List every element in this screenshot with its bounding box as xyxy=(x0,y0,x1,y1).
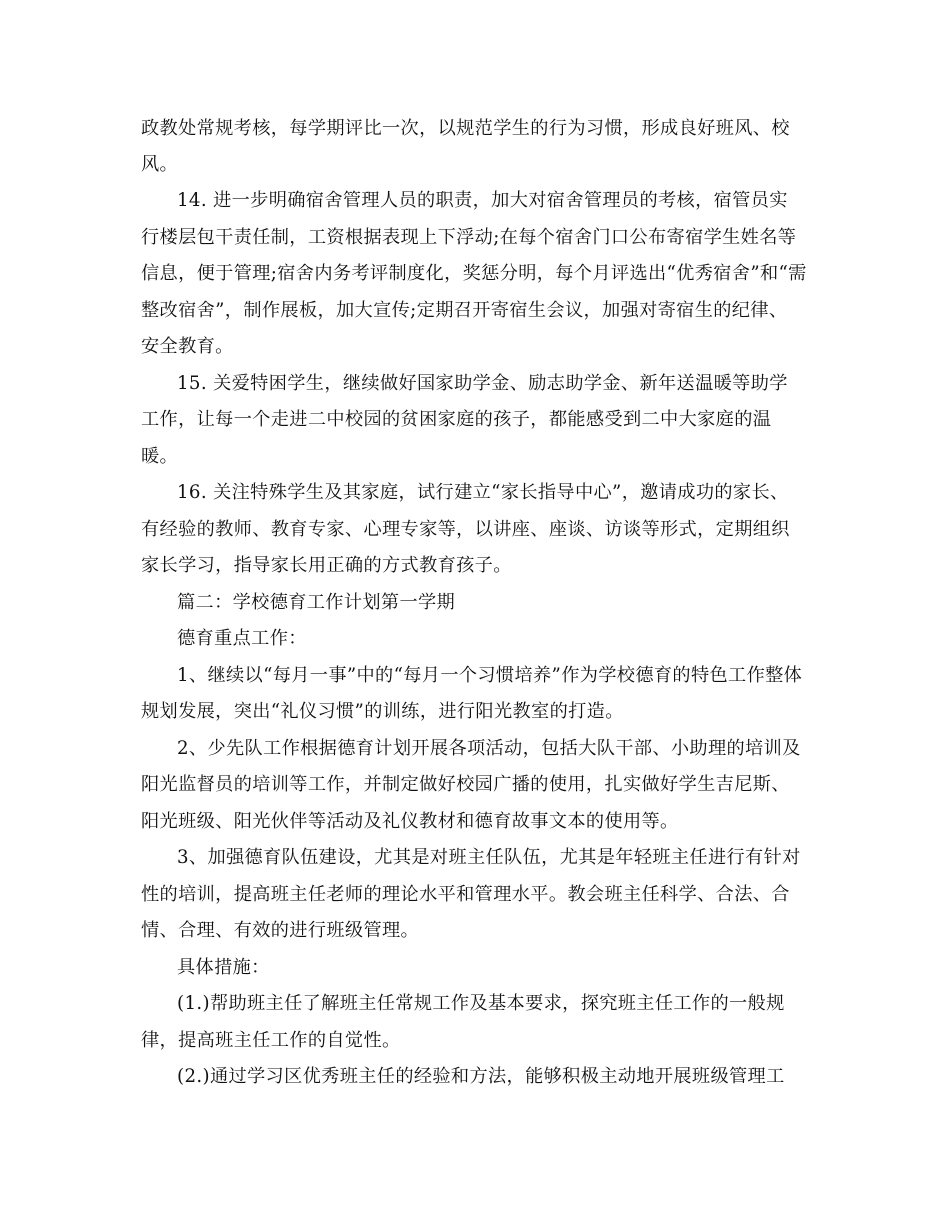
item-3-line: 3、加强德育队伍建设，尤其是对班主任队伍，尤其是年轻班主任进行有针对 xyxy=(177,847,801,868)
text-line: 情、合理、有效的进行班级管理。 xyxy=(141,920,420,941)
text-line: 律，提高班主任工作的自觉性。 xyxy=(141,1030,401,1051)
text-line: 信息，便于管理;宿舍内务考评制度化，奖惩分明，每个月评选出“优秀宿舍”和“需 xyxy=(141,263,807,284)
subheading: 具体措施： xyxy=(177,957,270,978)
text-line: 工作，让每一个走进二中校园的贫困家庭的孩子，都能感受到二中大家庭的温 xyxy=(141,409,772,430)
item-2-line: 2、少先队工作根据德育计划开展各项活动，包括大队干部、小助理的培训及 xyxy=(177,738,801,759)
measure-2-line: (2.)通过学习区优秀班主任的经验和方法，能够积极主动地开展班级管理工 xyxy=(177,1066,785,1087)
text-line: 政教处常规考核，每学期评比一次，以规范学生的行为习惯，形成良好班风、校 xyxy=(141,118,790,139)
text-line: 阳光班级、阳光伙伴等活动及礼仪教材和德育故事文本的使用等。 xyxy=(141,811,679,832)
item-1-line: 1、继续以“每月一事”中的“每月一个习惯培养”作为学校德育的特色工作整体 xyxy=(177,665,803,686)
paragraph-15-line: 15. 关爱特困学生，继续做好国家助学金、励志助学金、新年送温暖等助学 xyxy=(177,373,788,394)
subheading: 德育重点工作： xyxy=(177,628,307,649)
text-line: 暖。 xyxy=(141,446,179,467)
text-line: 风。 xyxy=(141,154,179,175)
text-line: 阳光监督员的培训等工作，并制定做好校园广播的使用，扎实做好学生吉尼斯、 xyxy=(141,774,790,795)
text-line: 性的培训，提高班主任老师的理论水平和管理水平。教会班主任科学、合法、合 xyxy=(141,884,790,905)
paragraph-16-line: 16. 关注特殊学生及其家庭，试行建立“家长指导中心”，邀请成功的家长、 xyxy=(177,482,789,503)
text-line: 行楼层包干责任制，工资根据表现上下浮动;在每个宿舍门口公布寄宿学生姓名等 xyxy=(141,227,797,248)
text-line: 有经验的教师、教育专家、心理专家等，以讲座、座谈、访谈等形式，定期组织 xyxy=(141,519,790,540)
measure-1-line: (1.)帮助班主任了解班主任常规工作及基本要求，探究班主任工作的一般规 xyxy=(177,993,785,1014)
text-line: 规划发展，突出“礼仪习惯”的训练，进行阳光教室的打造。 xyxy=(141,701,624,722)
paragraph-14-line: 14. 进一步明确宿舍管理人员的职责，加大对宿舍管理员的考核，宿管员实 xyxy=(177,190,788,211)
text-line: 整改宿舍”，制作展板，加大宣传;定期召开寄宿生会议，加强对寄宿生的纪律、 xyxy=(141,300,788,321)
section-heading: 篇二：学校德育工作计划第一学期 xyxy=(177,592,456,613)
text-line: 安全教育。 xyxy=(141,336,234,357)
text-line: 家长学习，指导家长用正确的方式教育孩子。 xyxy=(141,555,512,576)
